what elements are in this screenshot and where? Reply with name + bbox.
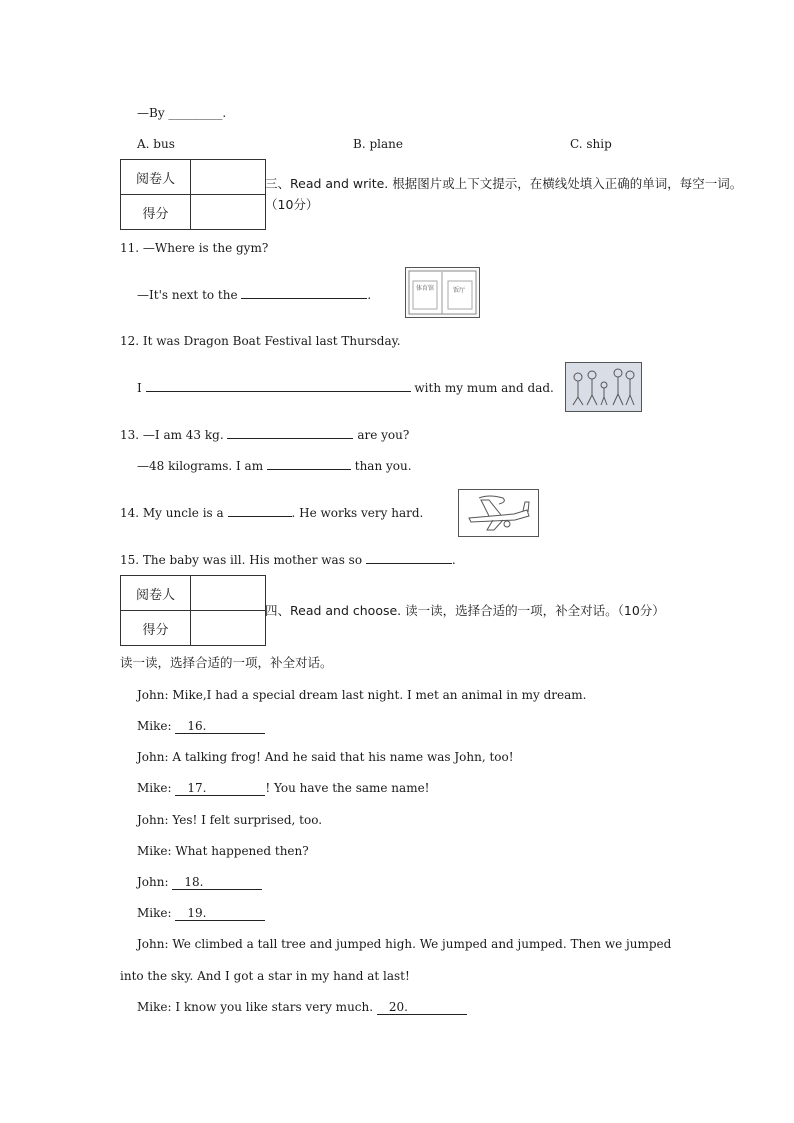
blank-16[interactable]: [175, 720, 265, 734]
dining-hall-label: 饭厅: [452, 287, 465, 294]
score-cell[interactable]: [191, 611, 266, 646]
score-label: 得分: [121, 195, 191, 230]
q12-blank[interactable]: [146, 380, 411, 392]
speaker-mike: Mike:: [137, 781, 172, 795]
dialogue-line-8: [137, 905, 265, 921]
q10-answer-line: —By _________.: [137, 106, 227, 120]
q11-suffix: .: [367, 288, 372, 302]
q14-suffix: . He works very hard.: [291, 506, 424, 520]
blank-17[interactable]: [175, 782, 265, 796]
blank-19-number: 19.: [187, 906, 207, 920]
q11-question: 11. —Where is the gym?: [120, 241, 269, 255]
score-box-section3: [120, 159, 266, 230]
reviewer-label: 阅卷人: [121, 160, 191, 195]
q14-prefix: 14. My uncle is a: [120, 506, 224, 520]
score-box-section4: [120, 575, 266, 646]
score-cell[interactable]: [191, 195, 266, 230]
gym-label: 体育馆: [415, 285, 434, 292]
q15-prefix: 15. The baby was ill. His mother was so: [120, 553, 363, 567]
blank-18-number: 18.: [184, 875, 204, 889]
q11-prefix: —It's next to the: [137, 288, 238, 302]
q14-line: [120, 505, 423, 521]
dialogue-line-1: John: Mike,I had a special dream last night. I met an animal in my dream.: [137, 688, 587, 702]
dialogue-line-2: [137, 718, 265, 734]
q12-question: 12. It was Dragon Boat Festival last Thursday.: [120, 334, 401, 348]
q12-answer: [137, 380, 554, 396]
buildings-illustration: [406, 268, 479, 317]
airplane-icon: [459, 490, 538, 536]
blank-17-number: 17.: [187, 781, 207, 795]
dialogue-line-11: [137, 999, 467, 1015]
q11-answer: [137, 287, 371, 303]
gym-dining-hall-picture: [405, 267, 480, 318]
score-label: 得分: [121, 611, 191, 646]
blank-16-number: 16.: [187, 719, 207, 733]
q13-line2: [137, 458, 412, 474]
q13-line1-suffix: are you?: [357, 428, 410, 442]
section4-instruction: 读一读，选择合适的一项，补全对话。: [120, 655, 333, 670]
dialogue-line-5: John: Yes! I felt surprised, too.: [137, 813, 323, 827]
q10-option-a: A. bus: [137, 137, 175, 151]
q10-option-b: B. plane: [353, 137, 403, 151]
dialogue-line-11-prefix: Mike: I know you like stars very much.: [137, 1000, 374, 1014]
pilot-plane-picture: [458, 489, 539, 537]
family-illustration: [566, 363, 641, 411]
dialogue-line-7: [137, 874, 262, 890]
q15-blank[interactable]: [366, 552, 452, 564]
q12-suffix: with my mum and dad.: [414, 381, 554, 395]
dialogue-line-10: into the sky. And I got a star in my hand at last!: [120, 969, 410, 983]
q13-line1: [120, 427, 409, 443]
dialogue-line-9: John: We climbed a tall tree and jumped high. We jumped and jumped. Then we jumped: [137, 937, 672, 951]
blank-20-number: 20.: [388, 1000, 408, 1014]
dialogue-line-4-rest: ! You have the same name!: [265, 781, 430, 795]
dialogue-line-3: John: A talking frog! And he said that his name was John, too!: [137, 750, 514, 764]
q13-blank-2[interactable]: [267, 458, 351, 470]
reviewer-label: 阅卷人: [121, 576, 191, 611]
section3-points: （10分）: [265, 197, 319, 212]
blank-18[interactable]: [172, 876, 262, 890]
dialogue-line-4: [137, 780, 430, 796]
q13-blank-1[interactable]: [227, 427, 353, 439]
q14-blank[interactable]: [228, 505, 292, 517]
family-picture: [565, 362, 642, 412]
q15-line: [120, 552, 456, 568]
speaker-john: John:: [137, 875, 169, 889]
q12-prefix: I: [137, 381, 142, 395]
q11-blank[interactable]: [241, 287, 367, 299]
q13-line1-prefix: 13. —I am 43 kg.: [120, 428, 224, 442]
speaker-mike: Mike:: [137, 906, 172, 920]
section3-title: 三、Read and write. 根据图片或上下文提示，在横线处填入正确的单词，每空一词。: [265, 176, 743, 191]
q13-line2-suffix: than you.: [354, 459, 412, 473]
reviewer-cell[interactable]: [191, 160, 266, 195]
reviewer-cell[interactable]: [191, 576, 266, 611]
blank-20[interactable]: [377, 1001, 467, 1015]
speaker-mike: Mike:: [137, 719, 172, 733]
q13-line2-prefix: —48 kilograms. I am: [137, 459, 264, 473]
q15-suffix: .: [451, 553, 456, 567]
blank-19[interactable]: [175, 907, 265, 921]
section4-title: 四、Read and choose. 读一读，选择合适的一项，补全对话。（10分）: [265, 603, 665, 618]
dialogue-line-6: Mike: What happened then?: [137, 844, 309, 858]
q10-option-c: C. ship: [570, 137, 612, 151]
